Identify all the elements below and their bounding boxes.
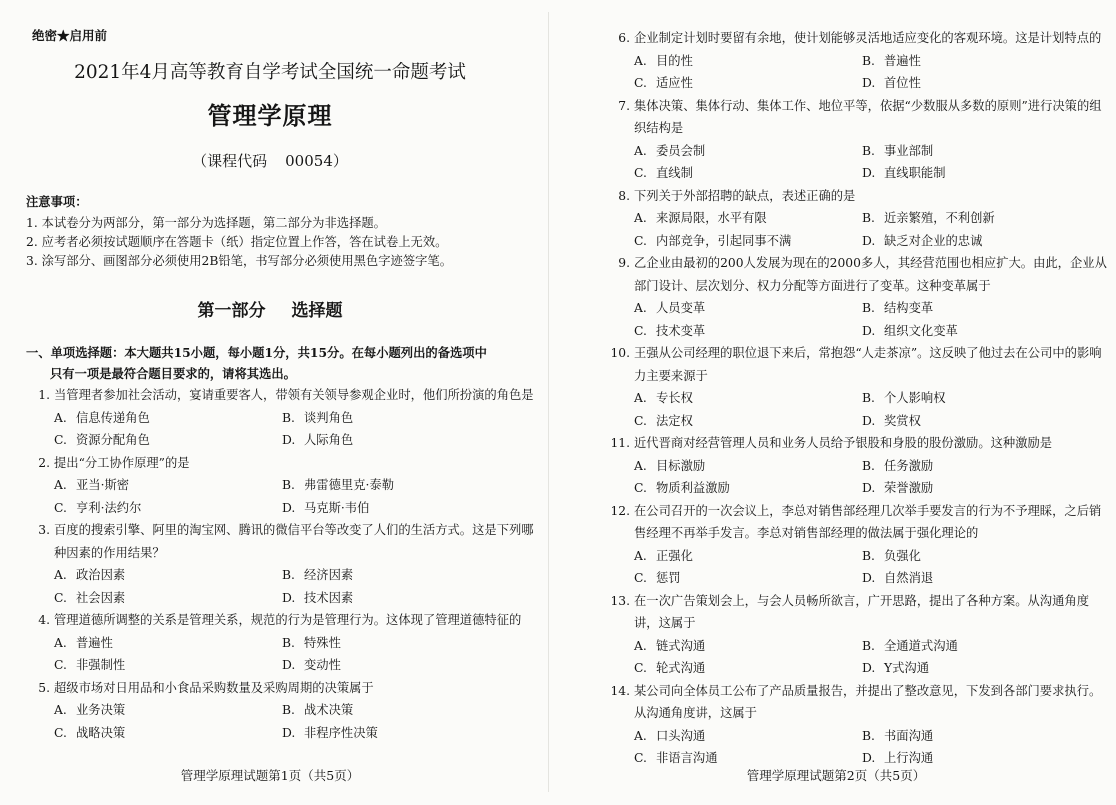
option-letter: B.: [282, 410, 295, 425]
notes-section: [26, 192, 531, 271]
question-stem: 王强从公司经理的职位退下来后，常抱怨“人走茶凉”。这反映了他过去在公司中的影响力主要来源于: [634, 346, 1102, 383]
option-letter: B.: [862, 548, 875, 563]
question-number: 12.: [610, 503, 630, 518]
answer-option: [282, 699, 535, 722]
option-letter: A.: [634, 53, 647, 68]
answer-option: [282, 654, 535, 677]
answer-option: [862, 477, 1110, 500]
question-stem: 管理道德所调整的关系是管理关系，规范的行为是管理行为。这体现了管理道德特征的: [54, 613, 522, 627]
answer-options: [634, 140, 1110, 185]
answer-options: [634, 387, 1110, 432]
option-letter: B.: [862, 391, 875, 405]
question-number: 4.: [38, 613, 50, 627]
answer-option: [54, 474, 282, 497]
option-letter: D.: [862, 166, 876, 180]
answer-option: [862, 207, 1110, 230]
option-text: Y式沟通: [884, 661, 930, 675]
answer-options: [634, 455, 1110, 500]
answer-option: [862, 140, 1110, 163]
option-letter: A.: [634, 301, 647, 315]
option-text: 经济因素: [304, 568, 354, 582]
confidential-mark: 绝密★启用前: [32, 28, 108, 43]
question-item: [610, 500, 1110, 590]
option-text: 专长权: [656, 391, 693, 405]
question-number: 6.: [618, 31, 630, 45]
answer-option: [54, 497, 282, 520]
answer-option: [862, 320, 1110, 343]
option-text: 缺乏对企业的忠诚: [884, 233, 983, 248]
question-stem: 下列关于外部招聘的缺点，表述正确的是: [634, 188, 856, 203]
answer-option: [634, 50, 862, 73]
answer-option: [634, 162, 862, 185]
question-number: 8.: [618, 188, 630, 203]
answer-option: [862, 567, 1110, 590]
option-text: 近亲繁殖，不利创新: [884, 211, 995, 225]
answer-option: [862, 455, 1110, 478]
question-stem: 百度的搜索引擎、阿里的淘宝网、腾讯的微信平台等改变了人们的生活方式。这是下列哪种因素的作用结果？: [54, 523, 534, 560]
exam-page-2: [556, 0, 1116, 805]
question-stem: 企业制定计划时要留有余地，使计划能够灵活地适应变化的客观环境。这是计划特点的: [634, 31, 1102, 45]
answer-option: [862, 635, 1110, 658]
question-item: [30, 452, 535, 520]
question-number: 7.: [618, 98, 630, 113]
option-letter: D.: [282, 725, 296, 740]
option-letter: C.: [634, 76, 647, 90]
answer-option: [282, 564, 535, 587]
option-text: 轮式沟通: [656, 661, 706, 675]
option-text: 全通道式沟通: [884, 638, 958, 653]
option-text: 政治因素: [76, 568, 126, 582]
question-number: 11.: [610, 436, 630, 450]
option-text: 特殊性: [304, 635, 341, 650]
option-letter: D.: [282, 433, 296, 447]
answer-option: [282, 587, 535, 610]
option-letter: A.: [634, 143, 647, 158]
option-text: 正强化: [656, 548, 693, 563]
answer-option: [634, 635, 862, 658]
option-letter: D.: [862, 323, 876, 338]
answer-option: [54, 564, 282, 587]
option-letter: D.: [282, 590, 296, 605]
notes-title: 注意事项：: [26, 194, 88, 209]
question-item: [30, 384, 535, 452]
question-item: [30, 677, 535, 745]
option-letter: C.: [634, 571, 647, 585]
option-letter: D.: [862, 751, 876, 765]
question-stem: 在公司召开的一次会议上，李总对销售部经理几次举手要发言的行为不予理睬，之后销售经理不再举手发言。李总对销售部经理的做法属于强化理论的: [634, 503, 1102, 540]
option-letter: C.: [634, 481, 647, 495]
answer-option: [282, 632, 535, 655]
option-letter: C.: [54, 725, 67, 740]
option-text: 惩罚: [656, 571, 681, 585]
note-line: 3. 涂写部分、画图部分必须使用2B铅笔，书写部分必须使用黑色字迹签字笔。: [26, 254, 453, 268]
question-stem: 乙企业由最初的200人发展为现在的2000多人，其经营范围也相应扩大。由此，企业从部门设计、层次划分、权力分配等方面进行了变革。这种变革属于: [634, 256, 1107, 293]
option-text: 自然消退: [884, 571, 934, 585]
option-letter: D.: [862, 233, 876, 248]
option-text: 来源局限，水平有限: [656, 211, 767, 225]
answer-option: [634, 657, 862, 680]
option-letter: D.: [862, 76, 876, 90]
option-text: 结构变革: [884, 301, 934, 315]
answer-option: [862, 657, 1110, 680]
option-text: 目的性: [656, 53, 693, 68]
option-letter: B.: [862, 301, 875, 315]
section-instructions-line: 只有一项是最符合题目要求的，请将其选出。: [50, 366, 296, 381]
option-letter: B.: [862, 638, 875, 653]
option-letter: A.: [54, 635, 67, 650]
answer-options: [634, 50, 1110, 95]
question-item: [610, 432, 1110, 500]
answer-option: [634, 320, 862, 343]
option-letter: D.: [862, 571, 876, 585]
option-text: 非强制性: [76, 658, 126, 672]
option-letter: A.: [54, 478, 67, 492]
exam-title: 2021年4月高等教育自学考试全国统一命题考试: [74, 62, 466, 83]
option-letter: B.: [282, 635, 295, 650]
option-letter: C.: [634, 166, 647, 180]
answer-option: [282, 407, 535, 430]
option-letter: A.: [54, 568, 67, 582]
answer-option: [282, 429, 535, 452]
question-item: [610, 342, 1110, 432]
question-number: 3.: [38, 523, 50, 537]
question-stem: 超级市场对日用品和小食品采购数量及采购周期的决策属于: [54, 680, 374, 695]
option-text: 人际角色: [304, 433, 354, 447]
option-text: 任务激励: [884, 458, 934, 473]
section-instructions: [26, 342, 532, 384]
option-letter: A.: [634, 638, 647, 653]
answer-option: [862, 387, 1110, 410]
answer-option: [862, 410, 1110, 433]
option-letter: D.: [862, 413, 876, 428]
answer-option: [862, 50, 1110, 73]
option-text: 内部竞争，引起同事不满: [656, 233, 792, 248]
question-item: [610, 95, 1110, 185]
answer-option: [862, 230, 1110, 253]
part-title-name: 选择题: [291, 301, 343, 321]
question-item: [610, 680, 1110, 770]
answer-option: [634, 477, 862, 500]
question-stem: 当管理者参加社会活动，宴请重要客人，带领有关领导参观企业时，他们所扮演的角色是: [54, 388, 534, 402]
answer-option: [54, 632, 282, 655]
option-letter: A.: [54, 703, 67, 717]
option-text: 马克斯·韦伯: [304, 500, 370, 515]
option-text: 谈判角色: [304, 410, 354, 425]
answer-option: [634, 567, 862, 590]
question-number: 2.: [38, 455, 50, 470]
answer-option: [862, 162, 1110, 185]
subject-title: 管理学原理: [207, 101, 333, 130]
question-stem: 在一次广告策划会上，与会人员畅所欲言，广开思路，提出了各种方案。从沟通角度讲，这属于: [634, 593, 1089, 630]
option-text: 链式沟通: [656, 638, 706, 653]
part-title-number: 第一部分: [197, 301, 266, 321]
answer-option: [282, 474, 535, 497]
answer-option: [54, 654, 282, 677]
option-text: 技术变革: [656, 323, 706, 338]
option-letter: D.: [282, 658, 296, 672]
option-letter: A.: [54, 410, 67, 425]
question-item: [610, 252, 1110, 342]
option-text: 荣誉激励: [884, 481, 934, 495]
exam-page-1: [0, 0, 540, 805]
answer-options: [634, 297, 1110, 342]
option-letter: B.: [862, 211, 875, 225]
option-text: 组织文化变革: [884, 323, 958, 338]
question-item: [30, 519, 535, 609]
option-letter: C.: [54, 658, 67, 672]
question-number: 1.: [38, 388, 50, 402]
option-letter: B.: [862, 458, 875, 473]
option-text: 亨利·法约尔: [76, 500, 142, 515]
option-text: 技术因素: [304, 590, 354, 605]
option-text: 资源分配角色: [76, 433, 150, 447]
answer-options: [634, 725, 1110, 770]
answer-option: [634, 410, 862, 433]
answer-option: [54, 722, 282, 745]
question-item: [30, 609, 535, 677]
question-item: [610, 185, 1110, 253]
answer-option: [634, 230, 862, 253]
option-letter: D.: [862, 481, 876, 495]
answer-option: [282, 722, 535, 745]
option-letter: B.: [862, 728, 875, 743]
option-text: 亚当·斯密: [76, 478, 130, 492]
option-text: 口头沟通: [656, 728, 706, 743]
answer-options: [54, 632, 535, 677]
option-text: 直线制: [656, 166, 693, 180]
answer-option: [634, 387, 862, 410]
option-text: 非语言沟通: [656, 751, 718, 765]
answer-options: [634, 207, 1110, 252]
option-text: 直线职能制: [884, 166, 946, 180]
question-list: [30, 384, 535, 744]
option-letter: C.: [54, 590, 67, 605]
option-text: 业务决策: [76, 703, 126, 717]
option-letter: B.: [282, 478, 295, 492]
answer-option: [54, 699, 282, 722]
option-letter: C.: [54, 433, 67, 447]
option-text: 弗雷德里克·泰勒: [304, 478, 394, 492]
option-text: 书面沟通: [884, 728, 934, 743]
answer-option: [634, 455, 862, 478]
question-stem: 某公司向全体员工公布了产品质量报告，并提出了整改意见，下发到各部门要求执行。从沟通角度讲，这属于: [634, 683, 1102, 720]
answer-options: [54, 699, 535, 744]
option-letter: C.: [634, 751, 647, 765]
answer-option: [54, 587, 282, 610]
option-text: 物质利益激励: [656, 481, 730, 495]
answer-option: [634, 297, 862, 320]
option-letter: D.: [862, 661, 876, 675]
option-letter: C.: [634, 661, 647, 675]
answer-option: [54, 429, 282, 452]
page-footer: 管理学原理试题第1页（共5页）: [180, 768, 360, 783]
question-number: 13.: [610, 593, 630, 608]
option-letter: B.: [282, 703, 295, 717]
note-line: 1. 本试卷分为两部分，第一部分为选择题，第二部分为非选择题。: [26, 216, 386, 230]
option-text: 奖赏权: [884, 413, 921, 428]
option-text: 普遍性: [884, 53, 921, 68]
option-text: 非程序性决策: [304, 725, 378, 740]
answer-option: [634, 140, 862, 163]
option-letter: C.: [54, 500, 67, 515]
option-letter: C.: [634, 413, 647, 428]
answer-option: [862, 72, 1110, 95]
option-text: 目标激励: [656, 458, 706, 473]
option-letter: B.: [282, 568, 295, 582]
option-letter: A.: [634, 548, 647, 563]
option-text: 委员会制: [656, 143, 706, 158]
question-stem: 提出“分工协作原理”的是: [54, 455, 190, 470]
option-text: 普遍性: [76, 635, 113, 650]
page-divider: [548, 12, 549, 792]
question-number: 10.: [610, 346, 630, 360]
answer-options: [634, 635, 1110, 680]
option-letter: A.: [634, 458, 647, 473]
answer-option: [634, 545, 862, 568]
option-letter: C.: [634, 323, 647, 338]
option-text: 战略决策: [76, 725, 126, 740]
option-text: 上行沟通: [884, 751, 934, 765]
course-code: [0, 150, 540, 171]
question-list: [610, 27, 1110, 770]
option-letter: A.: [634, 728, 647, 743]
question-number: 9.: [618, 256, 630, 270]
option-text: 社会因素: [76, 590, 126, 605]
option-text: 法定权: [656, 413, 693, 428]
section-instructions-line: 一、单项选择题：本大题共15小题，每小题1分，共15分。在每小题列出的备选项中: [26, 345, 487, 360]
option-text: 信息传递角色: [76, 410, 150, 425]
note-line: 2. 应考者必须按试题顺序在答题卡（纸）指定位置上作答，答在试卷上无效。: [26, 235, 448, 249]
question-stem: 集体决策、集体行动、集体工作、地位平等，依据“少数服从多数的原则”进行决策的组织结构是: [634, 98, 1102, 135]
question-number: 5.: [38, 680, 50, 695]
answer-option: [282, 497, 535, 520]
answer-option: [862, 545, 1110, 568]
option-letter: B.: [862, 53, 875, 68]
part-title: [0, 296, 540, 321]
answer-options: [54, 474, 535, 519]
option-text: 适应性: [656, 76, 693, 90]
answer-option: [862, 297, 1110, 320]
option-letter: B.: [862, 143, 875, 158]
option-letter: D.: [282, 500, 296, 515]
option-text: 首位性: [884, 76, 921, 90]
option-text: 负强化: [884, 548, 921, 563]
option-text: 个人影响权: [884, 391, 946, 405]
answer-options: [54, 564, 535, 609]
question-item: [610, 27, 1110, 95]
answer-option: [634, 725, 862, 748]
course-code-label: （课程代码: [192, 152, 268, 170]
answer-option: [862, 725, 1110, 748]
question-stem: 近代晋商对经营管理人员和业务人员给予银股和身股的股份激励。这种激励是: [634, 436, 1053, 450]
answer-option: [54, 407, 282, 430]
option-text: 事业部制: [884, 143, 934, 158]
answer-option: [634, 72, 862, 95]
answer-option: [634, 207, 862, 230]
option-text: 人员变革: [656, 301, 706, 315]
option-letter: A.: [634, 391, 647, 405]
question-number: 14.: [610, 683, 630, 698]
answer-options: [54, 407, 535, 452]
option-letter: C.: [634, 233, 647, 248]
option-letter: A.: [634, 211, 647, 225]
page-footer: 管理学原理试题第2页（共5页）: [746, 768, 926, 783]
course-code-value: 00054）: [285, 152, 348, 170]
option-text: 战术决策: [304, 703, 354, 717]
answer-options: [634, 545, 1110, 590]
question-item: [610, 590, 1110, 680]
option-text: 变动性: [304, 658, 341, 672]
